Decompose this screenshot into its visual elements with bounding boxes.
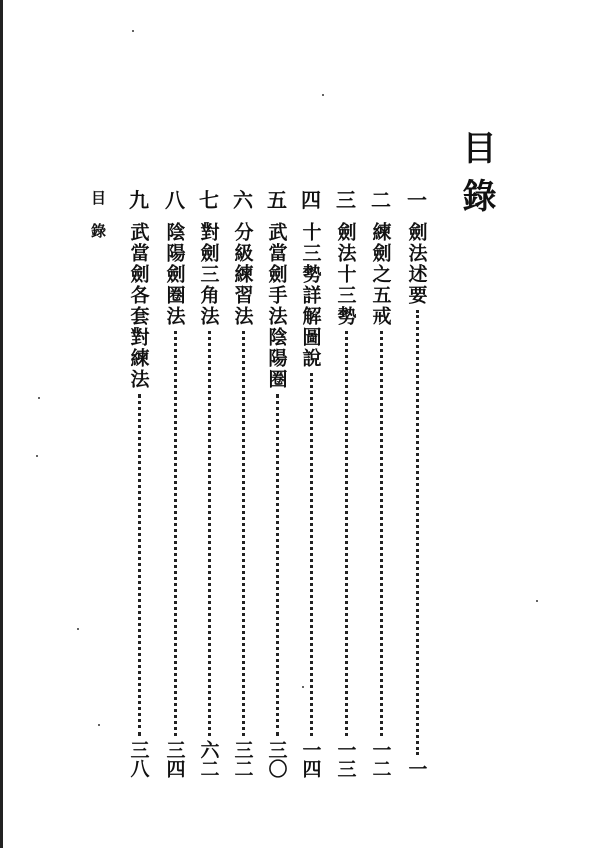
toc-entry-3[interactable] bbox=[331, 188, 361, 778]
toc-entry-1[interactable] bbox=[402, 188, 432, 778]
toc-entry-7[interactable] bbox=[194, 188, 224, 778]
entry-number: 一 bbox=[407, 188, 427, 212]
leader-dots bbox=[310, 373, 313, 736]
leader-dots bbox=[242, 331, 245, 736]
toc-entry-8[interactable] bbox=[160, 188, 190, 778]
entry-page: 一四 bbox=[299, 740, 322, 778]
leader-dots bbox=[208, 331, 211, 736]
entry-page: 三二 bbox=[231, 740, 254, 778]
leader-dots bbox=[416, 310, 419, 755]
entry-number: 七 bbox=[199, 188, 219, 212]
entry-title: 對劍三角法 bbox=[197, 222, 220, 327]
print-speck bbox=[38, 397, 40, 399]
leader-dots bbox=[138, 394, 141, 736]
toc-entry-6[interactable] bbox=[228, 188, 258, 778]
entry-title: 武當劍各套對練法 bbox=[127, 222, 150, 390]
entry-title: 武當劍手法陰陽圈 bbox=[265, 222, 288, 390]
page-edge bbox=[0, 0, 3, 848]
entry-title: 陰陽劍圈法 bbox=[163, 222, 186, 327]
running-footer: 目錄 bbox=[89, 190, 107, 256]
print-speck bbox=[132, 30, 134, 32]
leader-dots bbox=[174, 331, 177, 736]
print-speck bbox=[302, 686, 304, 688]
page-title: 目錄 bbox=[456, 130, 496, 226]
entry-title: 劍法十三勢 bbox=[334, 222, 357, 327]
leader-dots bbox=[345, 331, 348, 736]
entry-page: 一 bbox=[405, 759, 428, 778]
toc-entry-5[interactable] bbox=[262, 188, 292, 778]
toc-entry-9[interactable] bbox=[124, 188, 154, 778]
toc-entry-2[interactable] bbox=[366, 188, 396, 778]
entry-page: 三〇 bbox=[265, 740, 288, 778]
entry-number: 八 bbox=[165, 188, 185, 212]
entry-page: 三八 bbox=[127, 740, 150, 778]
print-speck bbox=[322, 94, 324, 96]
entry-title: 十三勢詳解圖說 bbox=[299, 222, 322, 369]
entry-number: 四 bbox=[301, 188, 321, 212]
entry-number: 二 bbox=[371, 188, 391, 212]
entry-page: 一三 bbox=[334, 740, 357, 778]
print-speck bbox=[36, 455, 38, 457]
entry-title: 分級練習法 bbox=[231, 222, 254, 327]
leader-dots bbox=[276, 394, 279, 736]
entry-title: 劍法述要 bbox=[405, 222, 428, 306]
entry-number: 三 bbox=[336, 188, 356, 212]
toc-entry-4[interactable] bbox=[296, 188, 326, 778]
print-speck bbox=[98, 724, 100, 726]
entry-page: 三四 bbox=[163, 740, 186, 778]
print-speck bbox=[77, 628, 79, 630]
entry-number: 六 bbox=[233, 188, 253, 212]
entry-number: 九 bbox=[129, 188, 149, 212]
print-speck bbox=[536, 600, 538, 602]
entry-title: 練劍之五戒 bbox=[369, 222, 392, 327]
entry-page: 六二 bbox=[197, 740, 220, 778]
entry-number: 五 bbox=[267, 188, 287, 212]
entry-page: 一二 bbox=[369, 740, 392, 778]
leader-dots bbox=[380, 331, 383, 736]
